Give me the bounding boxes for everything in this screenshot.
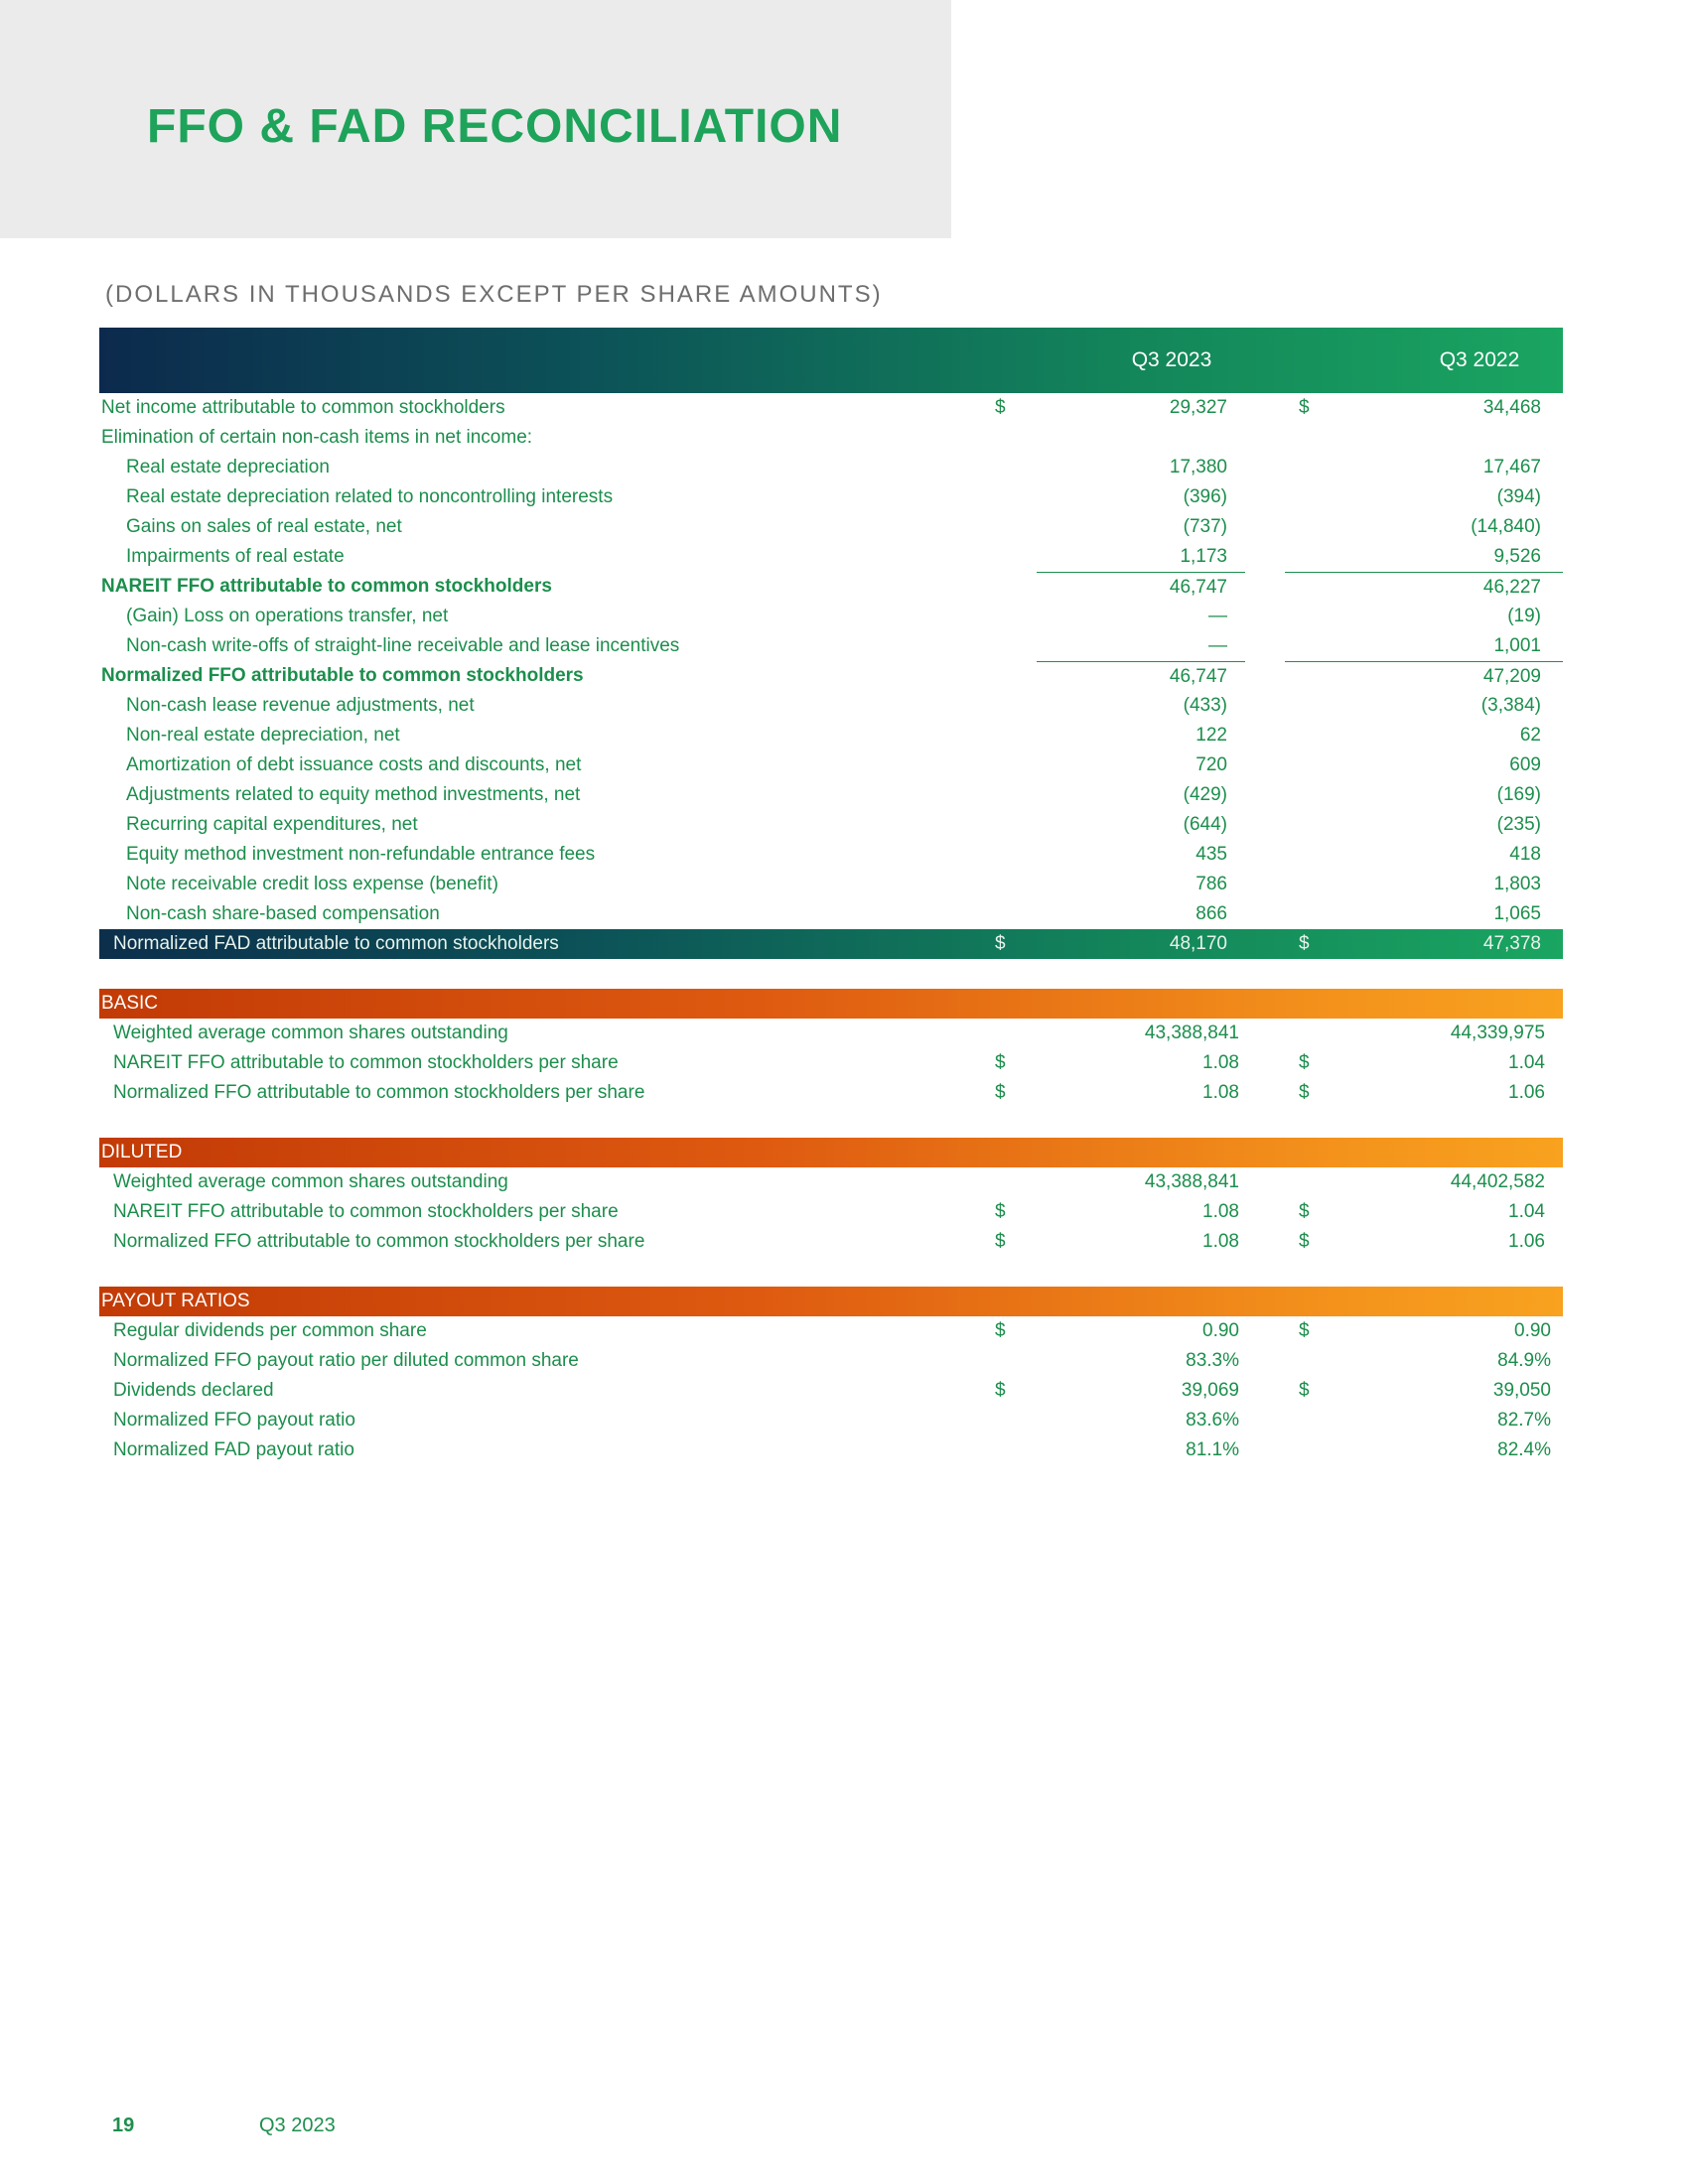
- value-q3-2023: (737): [1183, 516, 1227, 537]
- dollar-sign: $: [995, 1052, 1006, 1073]
- value-q3-2023: 435: [1196, 844, 1227, 865]
- value-q3-2023: 81.1%: [1186, 1439, 1239, 1460]
- table-row: [99, 393, 1563, 423]
- subtotal-row-normalized-ffo: [99, 661, 1563, 691]
- subtotal-row-nareit-ffo: [99, 572, 1563, 602]
- value-q3-2022: 34,468: [1482, 397, 1541, 418]
- row-label: Gains on sales of real estate, net: [126, 516, 402, 537]
- row-label: Amortization of debt issuance costs and discounts, net: [126, 754, 582, 775]
- dollar-sign: $: [1299, 933, 1310, 954]
- row-label: Equity method investment non-refundable entrance fees: [126, 844, 596, 865]
- table-row: [99, 870, 1563, 899]
- table-row: [99, 721, 1563, 751]
- section-header-basic: [99, 989, 1563, 1019]
- page-title: FFO & FAD RECONCILIATION: [147, 100, 843, 153]
- value-q3-2022: 1,065: [1493, 903, 1541, 924]
- section-header-payout-ratios: [99, 1287, 1563, 1316]
- row-label: (Gain) Loss on operations transfer, net: [126, 606, 449, 626]
- row-label: Normalized FAD attributable to common stockholders: [113, 933, 559, 954]
- value-q3-2022: 1.06: [1508, 1231, 1545, 1252]
- value-q3-2023: (429): [1183, 784, 1227, 805]
- row-label: Normalized FFO payout ratio per diluted common share: [113, 1350, 579, 1371]
- table-row: [99, 542, 1563, 572]
- column-header-q3-2023: Q3 2023: [1131, 348, 1212, 371]
- value-q3-2023: 48,170: [1169, 933, 1227, 954]
- row-label: Normalized FFO attributable to common stockholders: [101, 665, 584, 686]
- value-q3-2023: (433): [1183, 695, 1227, 716]
- section-title: PAYOUT RATIOS: [101, 1291, 250, 1311]
- value-q3-2023: 17,380: [1169, 457, 1227, 478]
- section-header-diluted: [99, 1138, 1563, 1167]
- row-label: Real estate depreciation: [126, 457, 330, 478]
- value-q3-2022: 609: [1509, 754, 1541, 775]
- row-label: Adjustments related to equity method investments, net: [126, 784, 581, 805]
- value-q3-2023: —: [1208, 606, 1227, 626]
- table-row: [99, 899, 1563, 929]
- table-row: [99, 751, 1563, 780]
- value-q3-2023: 720: [1196, 754, 1227, 775]
- value-q3-2023: 1.08: [1202, 1082, 1239, 1103]
- total-row-normalized-fad: [99, 929, 1563, 959]
- row-label: Impairments of real estate: [126, 546, 345, 567]
- column-header-q3-2022: Q3 2022: [1439, 348, 1520, 371]
- value-q3-2022: 9,526: [1493, 546, 1541, 567]
- table-row: [99, 691, 1563, 721]
- value-q3-2022: 1,001: [1493, 635, 1541, 656]
- dollar-sign: $: [1299, 1320, 1310, 1341]
- value-q3-2022: (169): [1496, 784, 1541, 805]
- row-label: Regular dividends per common share: [113, 1320, 427, 1341]
- value-q3-2023: 122: [1196, 725, 1227, 746]
- row-label: Non-real estate depreciation, net: [126, 725, 400, 746]
- value-q3-2022: 84.9%: [1497, 1350, 1551, 1371]
- row-label: NAREIT FFO attributable to common stockholders: [101, 576, 552, 597]
- value-q3-2022: 17,467: [1482, 457, 1541, 478]
- value-q3-2022: 47,378: [1482, 933, 1541, 954]
- row-label: Net income attributable to common stockholders: [101, 397, 505, 418]
- value-q3-2023: (644): [1183, 814, 1227, 835]
- table-row: [99, 1435, 1563, 1465]
- value-q3-2023: 46,747: [1037, 572, 1245, 603]
- dollar-sign: $: [995, 397, 1006, 418]
- value-q3-2022: (14,840): [1471, 516, 1541, 537]
- dollar-sign: $: [995, 1082, 1006, 1103]
- value-q3-2023: 1.08: [1202, 1052, 1239, 1073]
- table-row: [99, 780, 1563, 810]
- row-label: Normalized FAD payout ratio: [113, 1439, 354, 1460]
- table-row: [99, 1197, 1563, 1227]
- table-row: [99, 602, 1563, 631]
- row-label: Recurring capital expenditures, net: [126, 814, 418, 835]
- value-q3-2022: 1.04: [1508, 1052, 1545, 1073]
- value-q3-2022: 46,227: [1285, 572, 1563, 603]
- row-label: Normalized FFO payout ratio: [113, 1410, 355, 1431]
- row-label: Normalized FFO attributable to common stockholders per share: [113, 1231, 645, 1252]
- table-row: [99, 482, 1563, 512]
- dollar-sign: $: [1299, 1201, 1310, 1222]
- row-label: Non-cash write-offs of straight-line receivable and lease incentives: [126, 635, 680, 656]
- table-row: [99, 1316, 1563, 1346]
- table-row: [99, 1019, 1563, 1048]
- table-row: [99, 1227, 1563, 1257]
- row-label: Non-cash share-based compensation: [126, 903, 440, 924]
- dollar-sign: $: [1299, 1380, 1310, 1401]
- section-title: DILUTED: [101, 1142, 183, 1162]
- value-q3-2023: 1.08: [1202, 1201, 1239, 1222]
- value-q3-2023: 83.3%: [1186, 1350, 1239, 1371]
- page-subtitle: (DOLLARS IN THOUSANDS EXCEPT PER SHARE AMOUNTS): [105, 281, 883, 308]
- table-row: [99, 1167, 1563, 1197]
- value-q3-2023: 46,747: [1037, 661, 1245, 692]
- dollar-sign: $: [995, 1320, 1006, 1341]
- table-row: [99, 1376, 1563, 1406]
- value-q3-2023: 866: [1196, 903, 1227, 924]
- dollar-sign: $: [995, 1201, 1006, 1222]
- dollar-sign: $: [1299, 397, 1310, 418]
- row-label: Real estate depreciation related to noncontrolling interests: [126, 486, 614, 507]
- value-q3-2022: (3,384): [1480, 695, 1541, 716]
- value-q3-2023: 43,388,841: [1144, 1023, 1239, 1043]
- table-row: [99, 1346, 1563, 1376]
- value-q3-2022: 62: [1519, 725, 1541, 746]
- table-row: [99, 453, 1563, 482]
- row-label: Note receivable credit loss expense (benefit): [126, 874, 498, 894]
- page-number: 19: [112, 2115, 135, 2136]
- table-row: [99, 810, 1563, 840]
- table-row: [99, 423, 1563, 453]
- value-q3-2022: (19): [1507, 606, 1541, 626]
- value-q3-2022: 47,209: [1285, 661, 1563, 692]
- dollar-sign: $: [995, 1231, 1006, 1252]
- table-row: [99, 1406, 1563, 1435]
- section-title: BASIC: [101, 993, 159, 1014]
- row-label: Normalized FFO attributable to common stockholders per share: [113, 1082, 645, 1103]
- value-q3-2023: (396): [1183, 486, 1227, 507]
- dollar-sign: $: [1299, 1052, 1310, 1073]
- row-label: NAREIT FFO attributable to common stockholders per share: [113, 1201, 619, 1222]
- value-q3-2022: 44,339,975: [1450, 1023, 1545, 1043]
- footer-period: Q3 2023: [259, 2115, 336, 2136]
- value-q3-2022: 44,402,582: [1450, 1171, 1545, 1192]
- row-label: Non-cash lease revenue adjustments, net: [126, 695, 475, 716]
- row-label: Elimination of certain non-cash items in net income:: [101, 427, 533, 448]
- dollar-sign: $: [995, 933, 1006, 954]
- dollar-sign: $: [1299, 1082, 1310, 1103]
- row-label: Weighted average common shares outstanding: [113, 1023, 508, 1043]
- value-q3-2022: 0.90: [1514, 1320, 1551, 1341]
- reconciliation-table: [99, 328, 1563, 1465]
- value-q3-2022: (394): [1496, 486, 1541, 507]
- value-q3-2022: 1,803: [1493, 874, 1541, 894]
- value-q3-2022: 82.4%: [1497, 1439, 1551, 1460]
- row-label: NAREIT FFO attributable to common stockholders per share: [113, 1052, 619, 1073]
- value-q3-2022: (235): [1496, 814, 1541, 835]
- table-row: [99, 840, 1563, 870]
- value-q3-2023: 39,069: [1181, 1380, 1239, 1401]
- value-q3-2022: 1.06: [1508, 1082, 1545, 1103]
- row-label: Dividends declared: [113, 1380, 274, 1401]
- value-q3-2023: 43,388,841: [1144, 1171, 1239, 1192]
- table-row: [99, 1078, 1563, 1108]
- table-row: [99, 1048, 1563, 1078]
- value-q3-2023: 786: [1196, 874, 1227, 894]
- value-q3-2023: 1,173: [1180, 546, 1227, 567]
- table-row: [99, 631, 1563, 661]
- value-q3-2023: 1.08: [1202, 1231, 1239, 1252]
- value-q3-2023: 0.90: [1202, 1320, 1239, 1341]
- value-q3-2023: —: [1208, 635, 1227, 656]
- value-q3-2022: 39,050: [1492, 1380, 1551, 1401]
- row-label: Weighted average common shares outstanding: [113, 1171, 508, 1192]
- table-header: [99, 328, 1563, 393]
- value-q3-2022: 418: [1509, 844, 1541, 865]
- value-q3-2023: 29,327: [1169, 397, 1227, 418]
- dollar-sign: $: [1299, 1231, 1310, 1252]
- value-q3-2022: 1.04: [1508, 1201, 1545, 1222]
- value-q3-2023: 83.6%: [1186, 1410, 1239, 1431]
- value-q3-2022: 82.7%: [1497, 1410, 1551, 1431]
- table-row: [99, 512, 1563, 542]
- dollar-sign: $: [995, 1380, 1006, 1401]
